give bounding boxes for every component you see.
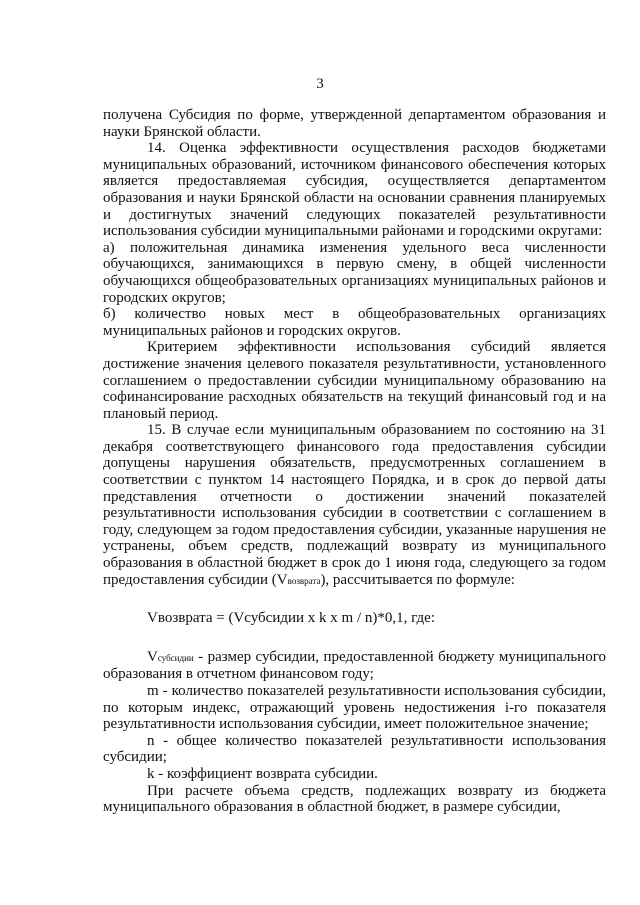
definition-n: n - общее количество показателей результативности использования субсидии; bbox=[103, 732, 606, 766]
v-subsidy-subscript: субсидии bbox=[157, 652, 194, 663]
definition-m: m - количество показателей результативности использования субсидии, по которым индекс, отражающий уровень недостижения i-го показателя результативности использования субсидии, имеет положительное значение; bbox=[103, 683, 606, 733]
paragraph-intro: получена Субсидия по форме, утвержденной департаментом образования и науки Брянской области. bbox=[103, 107, 606, 140]
paragraph-15-end: ), рассчитывается по формуле: bbox=[320, 571, 515, 588]
definition-v-subsidy bbox=[103, 649, 606, 683]
paragraph-14: 14. Оценка эффективности осуществления расходов бюджетами муниципальных образований, источником финансового обеспечения которых является предоставляемая субсидия, осуществляется департаментом образования и науки Брянской области на основании сравнения планируемых и достигнутых значений следующих показателей результативности использования субсидии муниципальными районами и городскими округами: bbox=[103, 140, 606, 240]
paragraph-criterion: Критерием эффективности использования субсидий является достижение значения целевого показателя результативности, установленного соглашением о предоставлении субсидии муниципальному образованию на софинансирование расходных обязательств на текущий финансовый год и на плановый период. bbox=[103, 339, 606, 422]
paragraph-15 bbox=[103, 422, 606, 589]
paragraph-15-text: 15. В случае если муниципальным образованием по состоянию на 31 декабря соответствующего финансового года предоставления субсидии допущены нарушения обязательств, предусмотренных соглашением в соответствии с пунктом 14 настоящего Порядка, и в срок до первой даты представления отчетности о достижении значений показателей результативности использования субсидии в соответствии с соглашением в году, следующем за годом предоставления субсидии, указанные нарушения не устранены, объем средств, подлежащий возврату из муниципального образования в областной бюджет в срок до 1 июня года, следующего за годом предоставления субсидии ( bbox=[103, 422, 606, 588]
formula: Vвозврата = (Vсубсидии x k x m / n)*0,1, где: bbox=[147, 610, 435, 627]
page-number: 3 bbox=[316, 76, 324, 92]
v-subsidy-symbol: V bbox=[147, 648, 158, 665]
v-return-subscript: возврата bbox=[287, 575, 321, 586]
document-body bbox=[103, 107, 606, 816]
definition-k: k - коэффициент возврата субсидии. bbox=[147, 765, 378, 782]
paragraph-calculation: При расчете объема средств, подлежащих возврату из бюджета муниципального образования в областной бюджет, в размере субсидии, bbox=[103, 782, 606, 816]
definition-v-subsidy-text: - размер субсидии, предоставленной бюджету муниципального образования в отчетном финансовом году; bbox=[103, 648, 606, 683]
v-return-symbol: V bbox=[276, 571, 288, 588]
list-item-b: б) количество новых мест в общеобразовательных организациях муниципальных районов и городских округов. bbox=[103, 306, 606, 339]
list-item-a: а) положительная динамика изменения удельного веса численности обучающихся, занимающихся в первую смену, в общей численности обучающихся общеобразовательных организациях муниципальных районов и городских округов; bbox=[103, 239, 606, 306]
